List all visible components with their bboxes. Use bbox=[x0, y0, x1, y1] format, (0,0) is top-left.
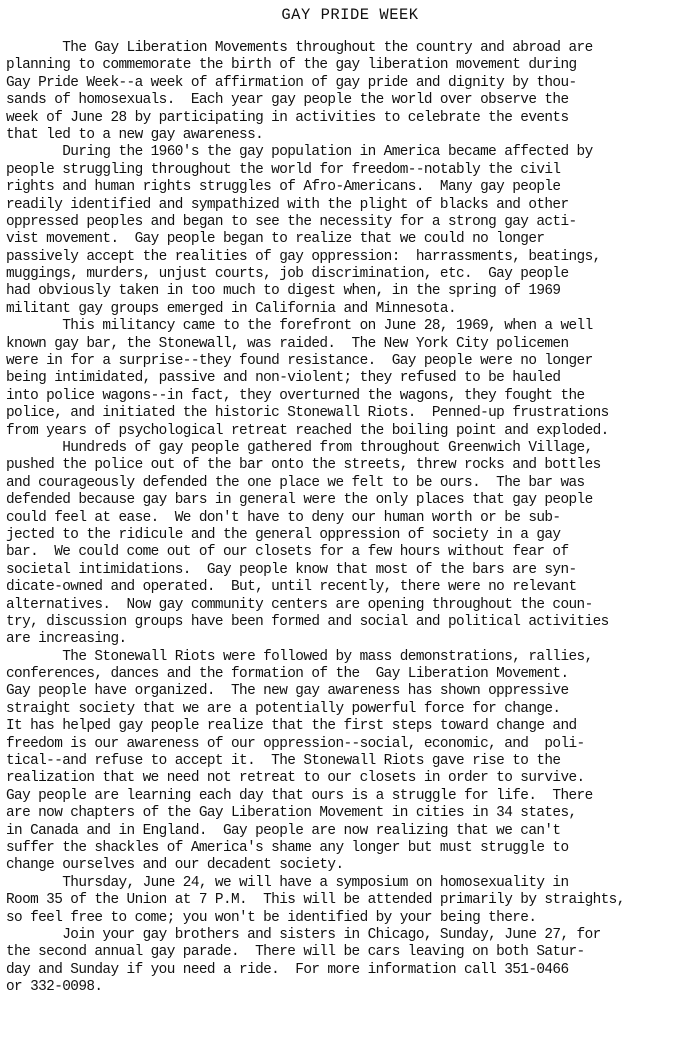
text-line: police, and initiated the historic Stonewall Riots. Penned-up frustrations bbox=[6, 405, 609, 422]
text-line: During the 1960's the gay population in America became affected by bbox=[6, 144, 593, 161]
text-line: sands of homosexuals. Each year gay people the world over observe the bbox=[6, 92, 569, 109]
text-line: could feel at ease. We don't have to deny our human worth or be sub- bbox=[6, 509, 561, 526]
text-line: pushed the police out of the bar onto the streets, threw rocks and bottles bbox=[6, 457, 601, 474]
text-line: oppressed peoples and began to see the necessity for a strong gay acti- bbox=[6, 213, 577, 230]
text-line: week of June 28 by participating in activities to celebrate the events bbox=[6, 109, 569, 126]
text-line: were in for a surprise--they found resistance. Gay people were no longer bbox=[6, 353, 593, 370]
text-line: The Gay Liberation Movements throughout the country and abroad are bbox=[6, 40, 593, 56]
text-line: rights and human rights struggles of Afro-Americans. Many gay people bbox=[6, 179, 561, 196]
text-line: change ourselves and our decadent society. bbox=[6, 857, 344, 874]
text-line: day and Sunday if you need a ride. For more information call 351-0466 bbox=[6, 961, 569, 978]
text-line: in Canada and in England. Gay people are now realizing that we can't bbox=[6, 822, 561, 839]
text-line: try, discussion groups have been formed and social and political activities bbox=[6, 613, 609, 630]
text-line: and courageously defended the one place we felt to be ours. The bar was bbox=[6, 474, 585, 491]
text-line: that led to a new gay awareness. bbox=[6, 126, 264, 143]
text-line: freedom is our awareness of our oppression--social, economic, and poli- bbox=[6, 735, 585, 752]
text-line: defended because gay bars in general were the only places that gay people bbox=[6, 492, 593, 509]
text-line: tical--and refuse to accept it. The Stonewall Riots gave rise to the bbox=[6, 753, 561, 770]
text-line: Gay people have organized. The new gay awareness has shown oppressive bbox=[6, 683, 569, 700]
text-line: are increasing. bbox=[6, 631, 127, 648]
text-line: alternatives. Now gay community centers are opening throughout the coun- bbox=[6, 596, 593, 613]
text-line: realization that we need not retreat to our closets in order to survive. bbox=[6, 770, 585, 787]
text-line: militant gay groups emerged in California and Minnesota. bbox=[6, 300, 457, 317]
text-line: dicate-owned and operated. But, until recently, there were no relevant bbox=[6, 579, 577, 596]
text-line: jected to the ridicule and the general oppression of society in a gay bbox=[6, 526, 561, 543]
text-line: known gay bar, the Stonewall, was raided. The New York City policemen bbox=[6, 335, 569, 352]
text-line: the second annual gay parade. There will be cars leaving on both Satur- bbox=[6, 944, 585, 961]
text-line: Thursday, June 24, we will have a symposium on homosexuality in bbox=[6, 874, 569, 891]
text-line: planning to commemorate the birth of the gay liberation movement during bbox=[6, 57, 577, 74]
text-line: conferences, dances and the formation of the Gay Liberation Movement. bbox=[6, 666, 569, 683]
text-line: Gay Pride Week--a week of affirmation of gay pride and dignity by thou- bbox=[6, 74, 577, 91]
text-line: bar. We could come out of our closets for a few hours without fear of bbox=[6, 544, 569, 561]
text-line: from years of psychological retreat reached the boiling point and exploded. bbox=[6, 422, 609, 439]
text-line: societal intimidations. Gay people know that most of the bars are syn- bbox=[6, 561, 577, 578]
document-title: GAY PRIDE WEEK bbox=[281, 6, 419, 24]
document-body bbox=[6, 40, 694, 996]
text-line: vist movement. Gay people began to realize that we could no longer bbox=[6, 231, 545, 248]
text-line: suffer the shackles of America's shame any longer but must struggle to bbox=[6, 839, 569, 856]
text-line: had obviously taken in too much to digest when, in the spring of 1969 bbox=[6, 283, 561, 300]
text-line: readily identified and sympathized with the plight of blacks and other bbox=[6, 196, 569, 213]
text-line: people struggling throughout the world for freedom--notably the civil bbox=[6, 161, 561, 178]
text-line: straight society that we are a potentially powerful force for change. bbox=[6, 700, 561, 717]
text-line: Hundreds of gay people gathered from throughout Greenwich Village, bbox=[6, 439, 593, 456]
text-line: Join your gay brothers and sisters in Chicago, Sunday, June 27, for bbox=[6, 926, 601, 943]
text-line: so feel free to come; you won't be identified by your being there. bbox=[6, 909, 537, 926]
text-line: passively accept the realities of gay oppression: harrassments, beatings, bbox=[6, 248, 601, 265]
text-line: into police wagons--in fact, they overturned the wagons, they fought the bbox=[6, 387, 585, 404]
text-line: The Stonewall Riots were followed by mass demonstrations, rallies, bbox=[6, 648, 593, 665]
text-line: Room 35 of the Union at 7 P.M. This will be attended primarily by straights, bbox=[6, 892, 625, 909]
text-line: being intimidated, passive and non-violent; they refused to be hauled bbox=[6, 370, 561, 387]
text-line: It has helped gay people realize that the first steps toward change and bbox=[6, 718, 577, 735]
text-line: are now chapters of the Gay Liberation Movement in cities in 34 states, bbox=[6, 805, 577, 822]
text-line: muggings, murders, unjust courts, job discrimination, etc. Gay people bbox=[6, 266, 569, 283]
text-line: This militancy came to the forefront on June 28, 1969, when a well bbox=[6, 318, 593, 335]
text-line: or 332-0098. bbox=[6, 979, 103, 996]
text-line: Gay people are learning each day that ours is a struggle for life. There bbox=[6, 787, 593, 804]
